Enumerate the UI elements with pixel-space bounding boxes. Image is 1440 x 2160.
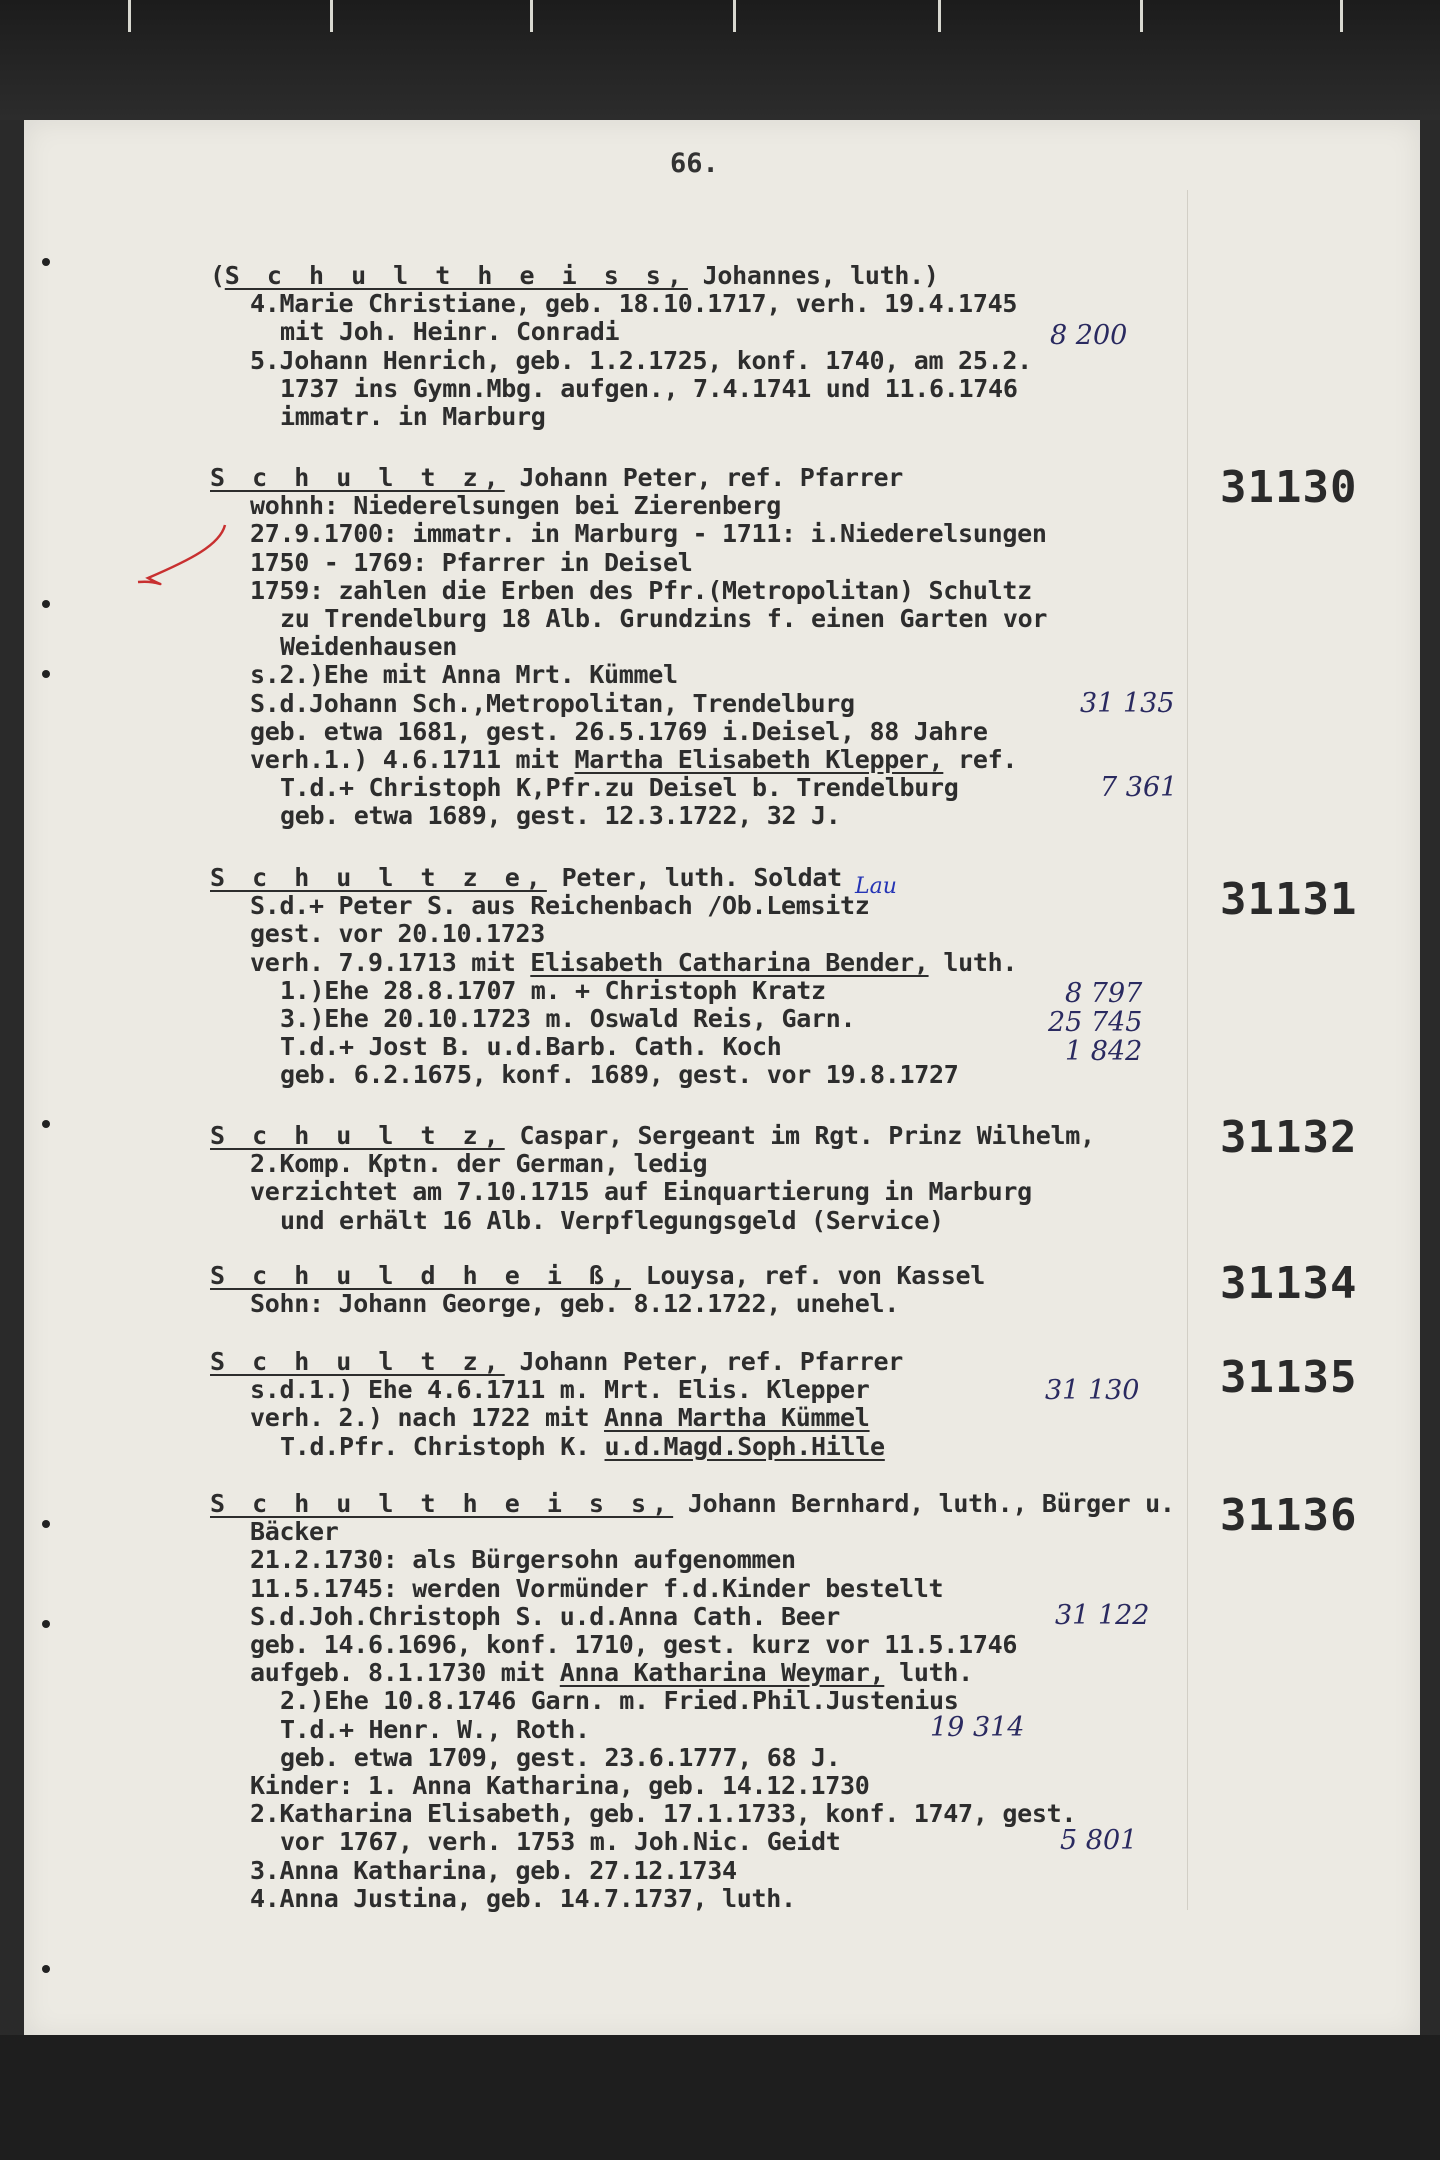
binding-hole <box>42 1620 50 1628</box>
record-number: 31131 <box>1220 874 1358 925</box>
handwritten-note: 8 797 <box>1065 978 1143 1009</box>
binding-hole <box>42 600 50 608</box>
handwritten-note: 1 842 <box>1065 1036 1143 1067</box>
surname: S c h u l t h e i s s, <box>210 1489 674 1518</box>
binding-hole <box>42 258 50 266</box>
entry-31136: S c h u l t h e i s s, Johann Bernhard, luth., Bürger u. Bäcker 21.2.1730: als Bürgersohn aufgenommen 11.5.1745: werden Vormünder f.d.Kinder bestellt S.d.Joh.Christoph S. u.d.Anna Cath. Beer geb. 14.6.1696, konf. 1710, gest. kurz vor 11.5.1746 aufgeb. 8.1.1730 mit Anna Katharina Weymar, luth. 2.)Ehe 10.8.1746 Garn. m. Fried.Phil.Justenius T.d.+ Henr. W., Roth. geb. etwa 1709, gest. 23.6.1777, 68 J. Kinder: 1. Anna Katharina, geb. 14.12.1730 2.Katharina Elisabeth, geb. 17.1.1733, konf. 1747, gest. vor 1767, verh. 1753 m. Joh.Nic. Geidt 3.Anna Katharina, geb. 27.12.1734 4.Anna Justina, geb. 14.7.1737, luth. <box>210 1489 1175 1913</box>
entry-31132: S c h u l t z, Caspar, Sergeant im Rgt. Prinz Wilhelm, 2.Komp. Kptn. der German, ledig verzichtet am 7.10.1715 auf Einquartierung in Marburg und erhält 16 Alb. Verpflegungsgeld (Service) <box>210 1121 1095 1235</box>
entry-31134: S c h u l d h e i ß, Louysa, ref. von Kassel Sohn: Johann George, geb. 8.12.1722, unehel. <box>210 1261 986 1319</box>
check-mark <box>130 520 250 620</box>
surname: S c h u l t z, <box>210 463 505 492</box>
handwritten-note: 19 314 <box>930 1712 1025 1743</box>
film-strip-bottom <box>0 2035 1440 2160</box>
entry-31130: S c h u l t z, Johann Peter, ref. Pfarrer wohnh: Niederelsungen bei Zierenberg 27.9.1700: immatr. in Marburg - 1711: i.Niederelsungen 1750 - 1769: Pfarrer in Deisel 1759: zahlen die Erben des Pfr.(Metropolitan) Schultz zu Trendelburg 18 Alb. Grundzins f. einen Garten vor Weidenhausen s.2.)Ehe mit Anna Mrt. Kümmel S.d.Johann Sch.,Metropolitan, Trendelburg geb. etwa 1681, gest. 26.5.1769 i.Deisel, 88 Jahre verh.1.) 4.6.1711 mit Martha Elisabeth Klepper, ref. T.d.+ Christoph K,Pfr.zu Deisel b. Trendelburg geb. etwa 1689, gest. 12.3.1722, 32 J. <box>210 463 1048 831</box>
entry-31135: S c h u l t z, Johann Peter, ref. Pfarrer s.d.1.) Ehe 4.6.1711 m. Mrt. Elis. Klepper verh. 2.) nach 1722 mit Anna Martha Kümmel T.d.Pfr. Christoph K. u.d.Magd.Soph.Hille <box>210 1347 904 1461</box>
handwritten-note: 31 135 <box>1080 688 1175 719</box>
handwritten-correction: Lau <box>855 874 897 899</box>
handwritten-note: 25 745 <box>1048 1007 1143 1038</box>
record-number: 31135 <box>1220 1352 1358 1403</box>
binding-hole <box>42 1120 50 1128</box>
surname: S c h u l t z, <box>210 1347 505 1376</box>
binding-hole <box>42 1965 50 1973</box>
record-number: 31130 <box>1220 462 1358 513</box>
surname: S c h u l t z, <box>210 1121 505 1150</box>
handwritten-note: 31 122 <box>1055 1600 1150 1631</box>
record-number: 31134 <box>1220 1258 1358 1309</box>
record-number: 31136 <box>1220 1490 1358 1541</box>
handwritten-note: 7 361 <box>1100 772 1178 803</box>
surname: S c h u l d h e i ß, <box>210 1261 632 1290</box>
entry-schultheiss-johannes: (S c h u l t h e i s s, Johannes, luth.) 4.Marie Christiane, geb. 18.10.1717, verh. 19.4.1745 mit Joh. Heinr. Conradi 5.Johann Henrich, geb. 1.2.1725, konf. 1740, am 25.2. 1737 ins Gymn.Mbg. aufgen., 7.4.1741 und 11.6.1746 immatr. in Marburg <box>210 261 1032 432</box>
binding-hole <box>42 1520 50 1528</box>
surname: S c h u l t z e, <box>210 863 547 892</box>
record-number: 31132 <box>1220 1112 1358 1163</box>
handwritten-note: 5 801 <box>1060 1825 1138 1856</box>
entry-31131: S c h u l t z e, Peter, luth. Soldat S.d.+ Peter S. aus Reichenbach /Ob.Lemsitz gest. vor 20.10.1723 verh. 7.9.1713 mit Elisabeth Catharina Bender, luth. 1.)Ehe 28.8.1707 m. + Christoph Kratz 3.)Ehe 20.10.1723 m. Oswald Reis, Garn. T.d.+ Jost B. u.d.Barb. Cath. Koch geb. 6.2.1675, konf. 1689, gest. vor 19.8.1727 <box>210 863 1018 1090</box>
handwritten-note: 8 200 <box>1050 320 1128 351</box>
film-strip-top <box>0 0 1440 120</box>
binding-hole <box>42 670 50 678</box>
handwritten-note: 31 130 <box>1045 1375 1140 1406</box>
surname: S c h u l t h e i s s, <box>224 261 688 290</box>
page-number: 66. <box>670 148 719 179</box>
